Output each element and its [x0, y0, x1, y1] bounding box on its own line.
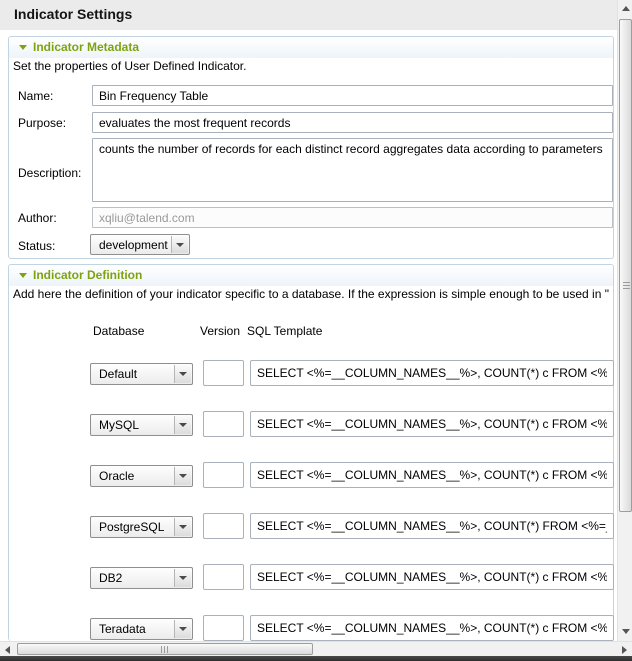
vertical-scrollbar-thumb[interactable] [619, 19, 632, 512]
definition-section-title: Indicator Definition [33, 268, 143, 282]
name-input[interactable] [92, 85, 613, 106]
definition-row-db2 [0, 564, 632, 591]
sql-template-input[interactable] [250, 513, 614, 539]
definition-section-toggle[interactable] [9, 265, 613, 286]
sql-template-input[interactable] [250, 360, 614, 386]
column-header-database: Database [93, 324, 145, 338]
version-input[interactable] [203, 411, 244, 437]
view-title-bar [0, 0, 617, 30]
database-select[interactable] [90, 465, 193, 487]
status-select[interactable] [90, 234, 190, 255]
status-label: Status: [18, 239, 56, 253]
dropdown-arrow-icon[interactable] [174, 416, 191, 434]
purpose-label: Purpose: [18, 116, 67, 130]
name-label: Name: [18, 89, 54, 103]
dropdown-arrow-icon[interactable] [171, 236, 188, 253]
metadata-section-description: Set the properties of User Defined Indicator. [13, 59, 247, 73]
scroll-right-icon[interactable] [622, 646, 627, 654]
definition-row-teradata [0, 615, 632, 642]
sql-template-input[interactable] [250, 564, 614, 590]
definition-row-postgresql [0, 513, 632, 540]
author-label: Author: [18, 211, 57, 225]
database-select[interactable] [90, 363, 193, 385]
version-input[interactable] [203, 615, 244, 641]
purpose-input[interactable] [92, 112, 613, 133]
version-input[interactable] [203, 564, 244, 590]
horizontal-scrollbar[interactable] [0, 641, 632, 656]
scroll-down-icon[interactable] [622, 629, 630, 634]
vertical-scrollbar[interactable] [617, 0, 632, 641]
definition-row-oracle [0, 462, 632, 489]
scroll-up-icon[interactable] [622, 6, 630, 11]
database-select[interactable] [90, 618, 193, 640]
sql-template-input[interactable] [250, 462, 614, 488]
author-input [92, 207, 613, 228]
page-title: Indicator Settings [14, 6, 133, 22]
database-select-value: Teradata [99, 622, 146, 636]
definition-section-description: Add here the definition of your indicator specific to a database. If the expression is simple enough to be used in " [13, 287, 609, 301]
version-input[interactable] [203, 513, 244, 539]
version-input[interactable] [203, 462, 244, 488]
metadata-section-toggle[interactable] [9, 37, 613, 58]
dropdown-arrow-icon[interactable] [174, 569, 191, 587]
column-header-version: Version [200, 324, 241, 338]
dropdown-arrow-icon[interactable] [174, 365, 191, 383]
column-header-sql-template: SQL Template [247, 324, 323, 338]
sql-template-input[interactable] [250, 411, 614, 437]
definition-row-mysql [0, 411, 632, 438]
scrollbar-grip-icon [623, 282, 630, 290]
status-select-value: development [99, 237, 168, 252]
collapse-arrow-icon [19, 273, 27, 278]
database-select-value: DB2 [99, 571, 123, 585]
database-select-value: Default [99, 367, 138, 381]
database-select[interactable] [90, 567, 193, 589]
scrollbar-grip-icon [161, 646, 169, 653]
metadata-section-title: Indicator Metadata [33, 40, 140, 54]
version-input[interactable] [203, 360, 244, 386]
database-select-value: PostgreSQL [99, 520, 165, 534]
database-select[interactable] [90, 516, 193, 538]
description-label: Description: [18, 166, 82, 180]
scroll-left-icon[interactable] [5, 646, 10, 654]
view-bottom-border [0, 656, 632, 661]
dropdown-arrow-icon[interactable] [174, 467, 191, 485]
collapse-arrow-icon [19, 45, 27, 50]
horizontal-scrollbar-thumb[interactable] [17, 643, 313, 655]
database-select-value: Oracle [99, 469, 135, 483]
sql-template-input[interactable] [250, 615, 614, 641]
database-select-value: MySQL [99, 418, 140, 432]
dropdown-arrow-icon[interactable] [174, 518, 191, 536]
dropdown-arrow-icon[interactable] [174, 620, 191, 638]
definition-row-default [0, 360, 632, 387]
database-select[interactable] [90, 414, 193, 436]
description-textarea[interactable] [92, 138, 613, 202]
